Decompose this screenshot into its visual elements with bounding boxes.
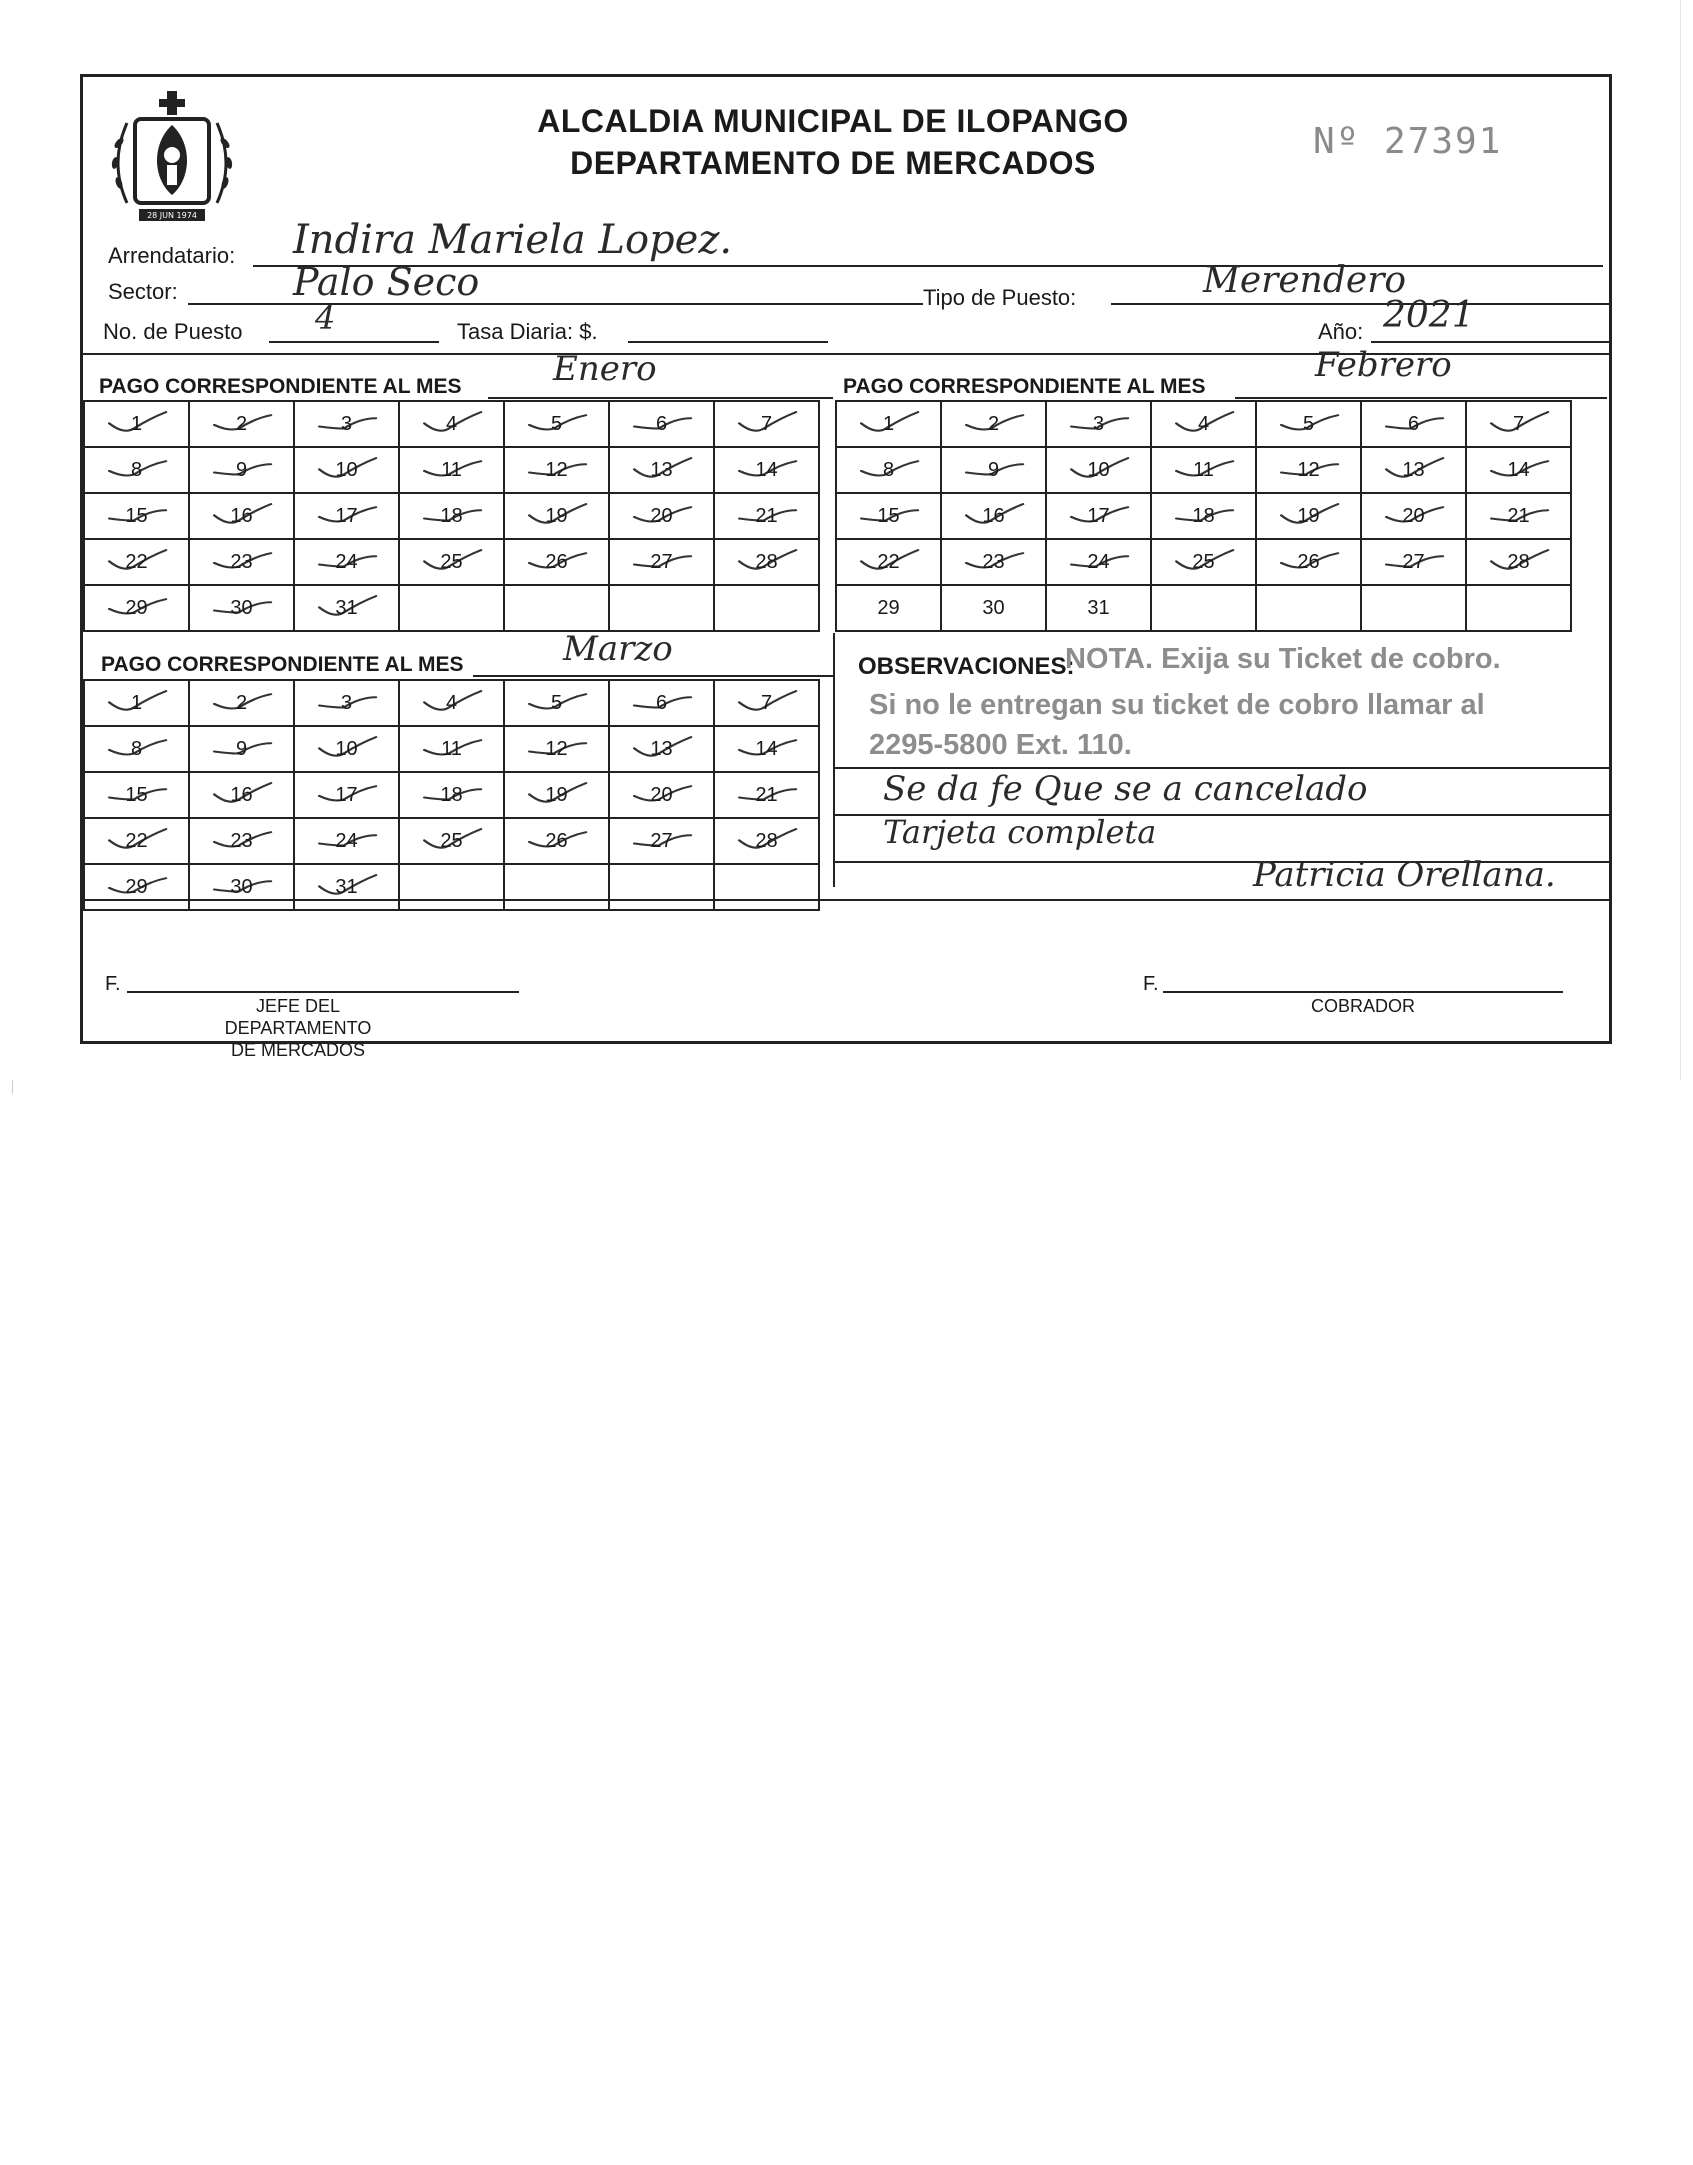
day-grid-row [836, 401, 1571, 447]
month2-day-grid [835, 400, 1572, 632]
month2-label: PAGO CORRESPONDIENTE AL MES [843, 375, 1206, 398]
municipality-title: ALCALDIA MUNICIPAL DE ILOPANGO [537, 103, 1129, 139]
day-cell[interactable] [714, 726, 819, 772]
day-number: 29 [125, 875, 148, 898]
day-cell[interactable] [84, 772, 189, 818]
month1-value[interactable]: Enero [553, 349, 657, 389]
day-number: 6 [655, 691, 668, 714]
tasa-diaria-line [628, 341, 828, 343]
day-number: 13 [650, 458, 673, 481]
day-grid-row [836, 493, 1571, 539]
empty-cell [504, 864, 609, 910]
department-title: DEPARTAMENTO DE MERCADOS [570, 145, 1096, 181]
day-cell[interactable] [189, 772, 294, 818]
day-cell[interactable] [189, 447, 294, 493]
day-cell[interactable] [294, 864, 399, 910]
day-number: 18 [440, 504, 463, 527]
day-number: 4 [1197, 412, 1210, 435]
day-cell[interactable] [294, 680, 399, 726]
day-grid-row [84, 818, 819, 864]
day-number: 14 [1507, 458, 1530, 481]
empty-cell [714, 864, 819, 910]
day-cell[interactable] [609, 818, 714, 864]
day-number: 14 [755, 737, 778, 760]
day-cell[interactable] [609, 726, 714, 772]
day-cell[interactable] [1361, 447, 1466, 493]
day-number: 22 [877, 550, 900, 573]
day-cell[interactable] [714, 539, 819, 585]
day-grid-row [84, 539, 819, 585]
day-number: 10 [335, 458, 358, 481]
day-number: 27 [1402, 550, 1425, 573]
day-number: 11 [1193, 458, 1214, 481]
arrendatario-value[interactable]: Indira Mariela Lopez. [293, 217, 733, 263]
day-cell[interactable] [84, 726, 189, 772]
day-number: 24 [335, 550, 358, 573]
day-number: 20 [1402, 504, 1425, 527]
empty-cell [1361, 585, 1466, 631]
day-number: 28 [755, 550, 778, 573]
empty-cell [399, 585, 504, 631]
day-cell[interactable] [609, 772, 714, 818]
day-cell[interactable] [1466, 401, 1571, 447]
no-puesto-label: No. de Puesto [103, 319, 243, 344]
day-number: 29 [125, 596, 148, 619]
day-cell[interactable] [84, 818, 189, 864]
day-number: 3 [1092, 412, 1105, 435]
day-cell[interactable] [1466, 447, 1571, 493]
day-number: 19 [1297, 504, 1320, 527]
day-number: 22 [125, 829, 148, 852]
day-number: 11 [441, 458, 462, 481]
day-grid-row [84, 493, 819, 539]
obs-hand-line-1[interactable]: Se da fe Que se a cancelado [883, 769, 1368, 809]
day-number: 6 [655, 412, 668, 435]
note-line-3: 2295-5800 Ext. 110. [869, 729, 1132, 761]
day-cell[interactable] [189, 401, 294, 447]
day-cell[interactable] [189, 726, 294, 772]
day-cell[interactable] [1151, 401, 1256, 447]
day-number: 5 [550, 412, 563, 435]
day-cell[interactable] [836, 447, 941, 493]
day-number: 30 [230, 875, 253, 898]
tipo-puesto-value[interactable]: Merendero [1203, 260, 1407, 301]
day-cell[interactable] [714, 818, 819, 864]
day-cell[interactable] [504, 447, 609, 493]
day-cell[interactable] [399, 493, 504, 539]
day-number: 26 [545, 829, 568, 852]
day-number: 7 [760, 412, 773, 435]
day-number: 8 [882, 458, 895, 481]
day-number: 21 [755, 783, 778, 806]
day-cell[interactable] [1256, 401, 1361, 447]
day-cell[interactable] [609, 493, 714, 539]
day-cell[interactable] [294, 401, 399, 447]
day-number: 5 [1302, 412, 1315, 435]
day-cell[interactable] [399, 401, 504, 447]
signature-right-label: COBRADOR [1310, 996, 1415, 1016]
no-puesto-value[interactable]: 4 [315, 299, 336, 337]
day-cell[interactable] [399, 726, 504, 772]
day-number: 7 [1512, 412, 1525, 435]
day-cell[interactable] [714, 401, 819, 447]
day-number: 2 [235, 412, 248, 435]
day-cell[interactable] [1046, 401, 1151, 447]
municipal-seal-logo [97, 83, 247, 233]
day-number: 20 [650, 783, 673, 806]
signature-right-line[interactable] [1163, 991, 1563, 993]
day-number: 31 [1087, 596, 1110, 619]
day-cell[interactable] [836, 539, 941, 585]
month1-label: PAGO CORRESPONDIENTE AL MES [99, 375, 462, 398]
scan-edge-mark [12, 1080, 13, 1094]
day-number: 8 [130, 737, 143, 760]
day-grid-row [84, 726, 819, 772]
day-cell[interactable] [609, 539, 714, 585]
day-grid-row [84, 585, 819, 631]
day-number: 16 [230, 783, 253, 806]
day-number: 27 [650, 829, 673, 852]
day-number: 22 [125, 550, 148, 573]
day-cell[interactable] [1046, 493, 1151, 539]
day-cell[interactable] [1046, 447, 1151, 493]
day-cell[interactable] [1256, 493, 1361, 539]
day-cell[interactable] [941, 539, 1046, 585]
day-cell[interactable] [1151, 539, 1256, 585]
day-cell[interactable] [294, 493, 399, 539]
empty-cell [609, 864, 714, 910]
day-cell[interactable] [1151, 493, 1256, 539]
sector-label: Sector: [108, 279, 178, 304]
day-number: 23 [230, 829, 253, 852]
observaciones-label: OBSERVACIONES: [858, 653, 1075, 680]
day-number: 7 [760, 691, 773, 714]
empty-cell [1466, 585, 1571, 631]
day-cell[interactable] [84, 539, 189, 585]
day-number: 21 [1507, 504, 1530, 527]
day-cell[interactable] [714, 772, 819, 818]
day-number: 11 [441, 737, 462, 760]
day-number: 9 [987, 458, 1000, 481]
day-cell[interactable] [504, 772, 609, 818]
day-number: 25 [440, 829, 463, 852]
empty-cell [1256, 585, 1361, 631]
signature-left-line[interactable] [127, 991, 519, 993]
signature-right-prefix: F. [1143, 973, 1159, 995]
day-number: 15 [125, 504, 148, 527]
day-number: 27 [650, 550, 673, 573]
day-cell[interactable] [941, 493, 1046, 539]
day-cell[interactable] [189, 493, 294, 539]
day-number: 1 [130, 691, 143, 714]
day-number: 13 [1402, 458, 1425, 481]
day-cell[interactable] [189, 585, 294, 631]
day-cell[interactable] [399, 818, 504, 864]
day-cell[interactable] [399, 447, 504, 493]
day-cell[interactable] [1256, 539, 1361, 585]
day-number: 5 [550, 691, 563, 714]
day-cell[interactable] [294, 585, 399, 631]
day-number: 14 [755, 458, 778, 481]
note-line-1: NOTA. Exija su Ticket de cobro. [1065, 643, 1501, 675]
payment-card [80, 74, 1612, 1060]
day-cell[interactable] [399, 539, 504, 585]
day-cell[interactable] [1361, 493, 1466, 539]
day-number: 16 [982, 504, 1005, 527]
tipo-puesto-label: Tipo de Puesto: [923, 285, 1077, 310]
day-cell[interactable] [504, 493, 609, 539]
empty-cell [399, 864, 504, 910]
day-cell[interactable] [941, 447, 1046, 493]
day-cell[interactable] [84, 680, 189, 726]
day-cell[interactable] [189, 680, 294, 726]
signature-left-prefix: F. [105, 973, 121, 995]
day-number: 1 [882, 412, 895, 435]
day-cell[interactable] [189, 539, 294, 585]
obs-signature[interactable]: Patricia Orellana. [1253, 855, 1556, 895]
day-number: 17 [335, 783, 358, 806]
day-number: 20 [650, 504, 673, 527]
day-cell[interactable] [294, 539, 399, 585]
day-cell[interactable] [294, 772, 399, 818]
day-grid-row [84, 864, 819, 910]
day-number: 13 [650, 737, 673, 760]
day-cell[interactable] [941, 585, 1046, 631]
day-number: 15 [125, 783, 148, 806]
day-number: 9 [235, 737, 248, 760]
day-number: 18 [1192, 504, 1215, 527]
day-cell[interactable] [609, 447, 714, 493]
month2-value[interactable]: Febrero [1315, 345, 1452, 385]
ano-label: Año: [1318, 319, 1364, 344]
day-cell[interactable] [294, 818, 399, 864]
day-number: 17 [335, 504, 358, 527]
day-cell[interactable] [714, 680, 819, 726]
day-cell[interactable] [836, 401, 941, 447]
day-number: 26 [1297, 550, 1320, 573]
day-number: 29 [877, 596, 900, 619]
day-grid-row [836, 585, 1571, 631]
day-grid-row [84, 447, 819, 493]
day-number: 19 [545, 783, 568, 806]
signature-left-label-line1: JEFE DEL DEPARTAMENTO [224, 996, 372, 1038]
day-number: 4 [445, 691, 458, 714]
day-cell[interactable] [1466, 493, 1571, 539]
obs-hand-line-2[interactable]: Tarjeta completa [883, 813, 1157, 851]
day-number: 28 [755, 829, 778, 852]
day-number: 25 [1192, 550, 1215, 573]
month3-value[interactable]: Marzo [563, 629, 673, 669]
day-cell[interactable] [609, 680, 714, 726]
day-number: 23 [230, 550, 253, 573]
day-number: 12 [545, 458, 568, 481]
ano-line [1371, 341, 1611, 343]
day-grid-row [84, 772, 819, 818]
day-number: 8 [130, 458, 143, 481]
day-cell[interactable] [1046, 585, 1151, 631]
tasa-diaria-label: Tasa Diaria: $. [457, 319, 598, 344]
day-number: 16 [230, 504, 253, 527]
day-cell[interactable] [836, 493, 941, 539]
month3-line [473, 675, 833, 677]
day-number: 19 [545, 504, 568, 527]
day-number: 17 [1087, 504, 1110, 527]
day-cell[interactable] [1361, 539, 1466, 585]
day-number: 21 [755, 504, 778, 527]
day-number: 1 [130, 412, 143, 435]
day-grid-row [84, 680, 819, 726]
day-cell[interactable] [1466, 539, 1571, 585]
scan-edge-right [1680, 0, 1681, 1080]
month1-line [488, 397, 833, 399]
day-cell[interactable] [294, 447, 399, 493]
day-number: 10 [335, 737, 358, 760]
day-number: 2 [235, 691, 248, 714]
day-number: 2 [987, 412, 1000, 435]
day-cell[interactable] [1151, 447, 1256, 493]
day-cell[interactable] [399, 680, 504, 726]
day-cell[interactable] [714, 493, 819, 539]
day-grid-row [836, 447, 1571, 493]
month3-day-grid [83, 679, 820, 911]
note-line-2: Si no le entregan su ticket de cobro llamar al [869, 689, 1485, 721]
day-cell[interactable] [504, 726, 609, 772]
day-cell[interactable] [504, 680, 609, 726]
day-cell[interactable] [609, 401, 714, 447]
month1-day-grid [83, 400, 820, 632]
day-number: 24 [1087, 550, 1110, 573]
ano-value[interactable]: 2021 [1383, 295, 1475, 336]
seal-text: 28 JUN 1974 [147, 211, 197, 220]
day-number: 18 [440, 783, 463, 806]
day-number: 4 [445, 412, 458, 435]
section-divider-bottom [83, 899, 1609, 901]
day-number: 12 [545, 737, 568, 760]
day-number: 31 [335, 875, 358, 898]
day-cell[interactable] [189, 864, 294, 910]
day-number: 23 [982, 550, 1005, 573]
day-cell[interactable] [836, 585, 941, 631]
arrendatario-label: Arrendatario: [108, 243, 236, 268]
empty-cell [609, 585, 714, 631]
day-number: 9 [235, 458, 248, 481]
day-number: 15 [877, 504, 900, 527]
day-number: 25 [440, 550, 463, 573]
day-number: 12 [1297, 458, 1320, 481]
day-cell[interactable] [1361, 401, 1466, 447]
signature-left-label-line2: DE MERCADOS [230, 1040, 365, 1060]
empty-cell [504, 585, 609, 631]
observaciones-divider [833, 633, 835, 887]
day-cell[interactable] [941, 401, 1046, 447]
day-cell[interactable] [504, 401, 609, 447]
signature-left-label [183, 995, 413, 1061]
day-number: 26 [545, 550, 568, 573]
day-number: 28 [1507, 550, 1530, 573]
empty-cell [714, 585, 819, 631]
day-cell[interactable] [84, 585, 189, 631]
day-cell[interactable] [84, 493, 189, 539]
day-grid-row [84, 401, 819, 447]
day-number: 10 [1087, 458, 1110, 481]
day-cell[interactable] [504, 818, 609, 864]
empty-cell [1151, 585, 1256, 631]
day-cell[interactable] [189, 818, 294, 864]
day-number: 3 [340, 412, 353, 435]
no-puesto-line [269, 341, 439, 343]
day-grid-row [836, 539, 1571, 585]
day-cell[interactable] [294, 726, 399, 772]
day-number: 3 [340, 691, 353, 714]
day-cell[interactable] [714, 447, 819, 493]
sector-value[interactable]: Palo Seco [293, 260, 480, 304]
day-number: 30 [230, 596, 253, 619]
day-cell[interactable] [1256, 447, 1361, 493]
day-cell[interactable] [504, 539, 609, 585]
day-number: 6 [1407, 412, 1420, 435]
day-cell[interactable] [84, 401, 189, 447]
folio-number: Nº 27391 [1313, 121, 1503, 162]
day-number: 30 [982, 596, 1005, 619]
day-cell[interactable] [399, 772, 504, 818]
day-cell[interactable] [84, 447, 189, 493]
day-cell[interactable] [84, 864, 189, 910]
sector-line [188, 303, 923, 305]
month2-line [1235, 397, 1607, 399]
day-number: 24 [335, 829, 358, 852]
tipo-puesto-line [1111, 303, 1611, 305]
day-number: 31 [335, 596, 358, 619]
day-cell[interactable] [1046, 539, 1151, 585]
month3-label: PAGO CORRESPONDIENTE AL MES [101, 653, 464, 676]
